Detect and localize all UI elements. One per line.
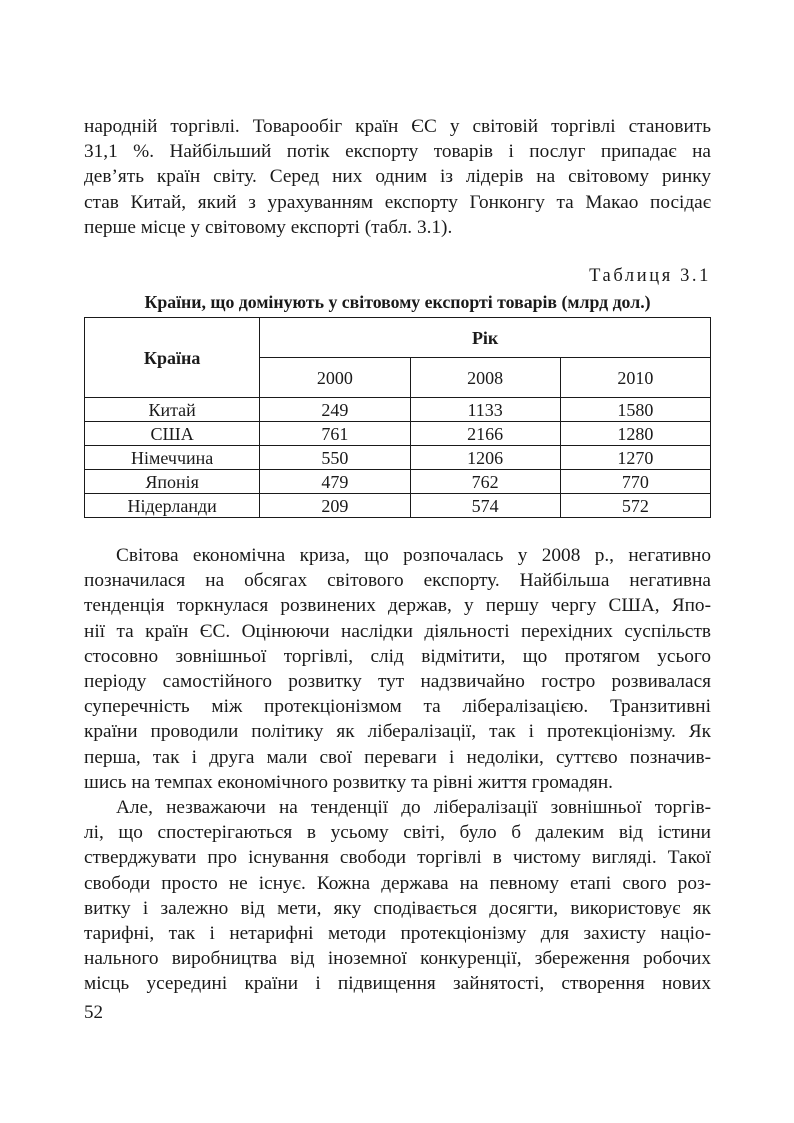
country-cell: США — [85, 422, 260, 446]
value-cell: 209 — [260, 494, 410, 518]
text-line: лі, що спостерігаються в усьому світі, було б далеким від істини — [84, 822, 711, 844]
text-line: країни проводили політику як лібералізації, так і протекціонізму. Як — [84, 721, 711, 743]
page-number: 52 — [84, 1002, 103, 1023]
intro-paragraph — [84, 114, 711, 240]
text-line: місць усередині країни і підвищення зайнятості, створення нових — [84, 973, 711, 995]
value-cell: 770 — [560, 470, 710, 494]
value-cell: 574 — [410, 494, 560, 518]
text-line: стосовно зовнішньої торгівлі, слід відмітити, що протягом усього — [84, 645, 711, 667]
header-year-cell: 2010 — [560, 358, 710, 398]
table-row — [85, 422, 711, 446]
value-cell: 479 — [260, 470, 410, 494]
text-line: нії та країн ЄС. Оцінюючи наслідки діяльності перехідних суспільств — [84, 620, 711, 642]
table-title: Країни, що домінують у світовому експорті товарів (млрд дол.) — [144, 292, 651, 312]
text-line: нального виробництва від іноземної конкуренції, збереження робочих — [84, 948, 711, 970]
text-line: народній торгівлі. Товарообіг країн ЄС у світовій торгівлі становить — [84, 116, 711, 137]
country-cell: Нідерланди — [85, 494, 260, 518]
table-row — [85, 470, 711, 494]
value-cell: 1580 — [560, 398, 710, 422]
value-cell: 550 — [260, 446, 410, 470]
text-line: позначилася на обсягах світового експорту. Найбільша негативна — [84, 570, 711, 592]
value-cell: 761 — [260, 422, 410, 446]
text-line: став Китай, який з урахуванням експорту Гонконгу та Макао посідає — [84, 191, 711, 213]
header-year-cell: 2008 — [410, 358, 560, 398]
country-cell: Китай — [85, 398, 260, 422]
country-cell: Японія — [85, 470, 260, 494]
text-line: Але, незважаючи на тенденції до лібералізації зовнішньої торгів- — [116, 797, 711, 819]
text-line: перша, так і друга мали свої переваги і недоліки, суттєво позначив- — [84, 746, 711, 768]
value-cell: 1133 — [410, 398, 560, 422]
text-line: періоду самостійного розвитку тут надзвичайно гостро розвивалася — [84, 671, 711, 693]
text-line: тенденція торкнулася розвинених держав, у першу чергу США, Япо- — [84, 595, 711, 617]
table-row — [85, 398, 711, 422]
header-country: Країна — [85, 318, 260, 398]
header-year: Рік — [260, 318, 711, 358]
value-cell: 1270 — [560, 446, 710, 470]
freedom-paragraph — [84, 795, 711, 997]
country-cell: Німеччина — [85, 446, 260, 470]
table-header-row — [85, 318, 711, 358]
value-cell: 1280 — [560, 422, 710, 446]
value-cell: 572 — [560, 494, 710, 518]
text-line: Світова економічна криза, що розпочалась у 2008 р., негативно — [116, 545, 711, 566]
table-row — [85, 494, 711, 518]
table-row — [85, 446, 711, 470]
text-line: тарифні, так і нетарифні методи протекціонізму для захисту націо- — [84, 923, 711, 945]
value-cell: 2166 — [410, 422, 560, 446]
text-line: перше місце у світовому експорті (табл. 3.1). — [84, 216, 453, 238]
text-line: дев’ять країн світу. Серед них одним із лідерів на світовому ринку — [84, 166, 711, 188]
value-cell: 249 — [260, 398, 410, 422]
crisis-paragraph — [84, 543, 711, 795]
value-cell: 1206 — [410, 446, 560, 470]
header-year-cell: 2000 — [260, 358, 410, 398]
text-line: шись на темпах економічного розвитку та рівні життя громадян. — [84, 771, 613, 793]
text-line: свободи просто не існує. Кожна держава на певному етапі свого роз- — [84, 872, 711, 894]
body-text — [84, 543, 711, 997]
value-cell: 762 — [410, 470, 560, 494]
text-line: суперечність між протекціонізмом та лібералізацією. Транзитивні — [84, 696, 711, 718]
table-label: Таблиця 3.1 — [589, 266, 711, 286]
text-line: 31,1 %. Найбільший потік експорту товарів і послуг припадає на — [84, 141, 711, 163]
text-line: стверджувати про існування свободи торгівлі в чистому вигляді. Такої — [84, 847, 711, 869]
text-line: витку і залежно від мети, яку сподівається досягти, використовує як — [84, 897, 711, 919]
export-table — [84, 317, 711, 518]
